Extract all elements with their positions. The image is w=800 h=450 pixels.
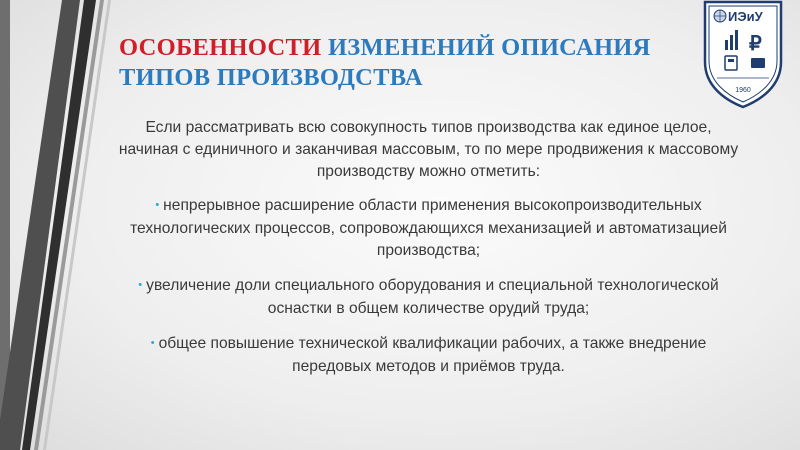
institute-logo [703, 0, 783, 109]
list-item-text: увеличение доли специального оборудования и специальной технологической оснастки в общем количестве орудий труда; [146, 277, 719, 317]
logo-year: 1960 [735, 87, 751, 94]
bullet-list [116, 195, 741, 378]
svg-text:₽: ₽ [749, 33, 762, 55]
slide-body [116, 117, 741, 391]
bullet-icon: • [150, 337, 155, 349]
bullet-icon: • [138, 279, 143, 291]
intro-paragraph: Если рассматривать всю совокупность типов производства как единое целое, начиная с единичного и заканчивая массовым, то по мере продвижения к массовому производству можно отметить: [118, 119, 739, 180]
list-item [116, 275, 741, 320]
list-item [116, 333, 741, 378]
title-main: ИЗМЕНЕНИЙ ОПИСАНИЯ ТИПОВ ПРОИЗВОДСТВА [119, 34, 651, 91]
list-item-text: общее повышение технической квалификации рабочих, а также внедрение передовых методов и приёмов труда. [158, 335, 707, 375]
bullet-icon: • [155, 199, 160, 211]
list-item-text: непрерывное расширение области применения высокопроизводительных технологических процессов, сопровождающихся механизацией и автоматизацией производства; [130, 197, 727, 259]
list-item [116, 195, 741, 262]
slide-title [119, 33, 679, 93]
logo-text: ИЭиУ [728, 9, 763, 24]
title-accent: ОСОБЕННОСТИ [119, 34, 322, 61]
